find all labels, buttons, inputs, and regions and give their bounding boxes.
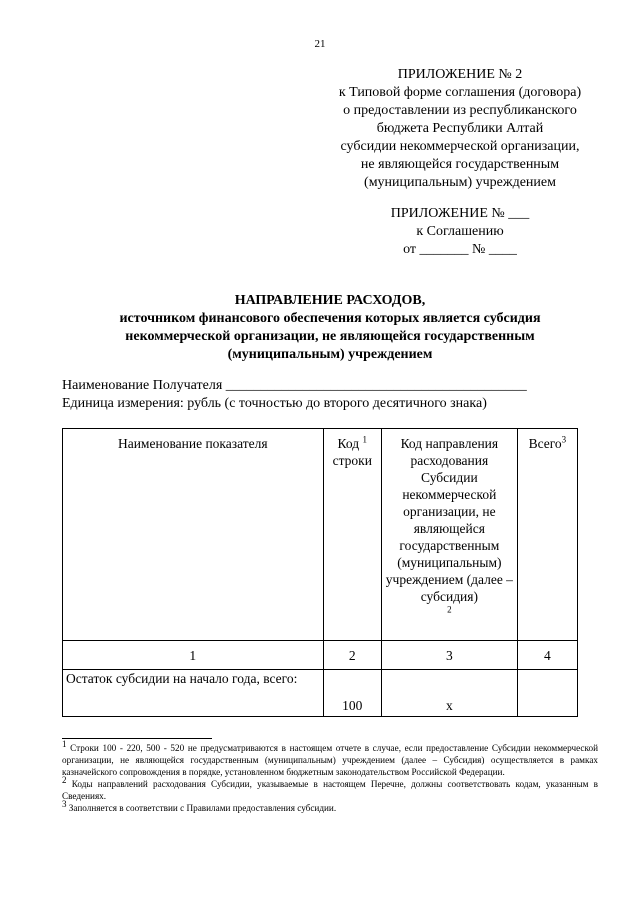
- title-line: некоммерческой организации, не являющейся государственным: [125, 329, 535, 344]
- appendix-line: о предоставлении из республиканского: [343, 103, 577, 118]
- footnote-ref-3: 3: [561, 434, 567, 445]
- expenses-table: [62, 428, 578, 717]
- appendix-line: не являющейся государственным: [360, 157, 560, 172]
- row-direction-code: x: [381, 670, 517, 717]
- appendix-header: [300, 66, 620, 192]
- footnotes: [62, 738, 598, 814]
- title-line: (муниципальным) учреждением: [227, 347, 433, 362]
- title-line: НАПРАВЛЕНИЕ РАСХОДОВ,: [234, 293, 426, 308]
- footnote-text: Заполняется в соответствии с Правилами предоставления субсидии.: [66, 803, 337, 813]
- header-direction-code-text: Код направления расходования Субсидии некоммерческой организации, не являющейся государственным (муниципальным) учреждением (далее – субсидия): [385, 436, 513, 604]
- agreement-line: от _______ № ____: [403, 242, 517, 257]
- column-number-row: [63, 641, 578, 670]
- footnote-text: Строки 100 - 220, 500 - 520 не предусматриваются в настоящем отчете в случае, если предоставление Субсидии некоммерческой организации, не являющейся государственным (муниципальным) учреждением (далее – Субсидия) осуществляется в рамках казначейского сопровождения в порядке, установленном бюджетным законодательством Российской Федерации.: [62, 743, 598, 777]
- footnote-ref-2: 2: [447, 604, 452, 615]
- row-indicator: Остаток субсидии на начало года, всего:: [63, 670, 324, 717]
- header-direction-code: [381, 429, 517, 641]
- agreement-reference: [360, 205, 560, 259]
- agreement-line: к Соглашению: [416, 224, 504, 239]
- header-total: [517, 429, 577, 641]
- header-total-text: Всего: [528, 436, 562, 451]
- footnote-separator: [62, 738, 212, 739]
- appendix-line: бюджета Республики Алтай: [376, 121, 544, 136]
- footnote-mark: 2: [62, 774, 67, 785]
- appendix-line: (муниципальным) учреждением: [364, 175, 556, 190]
- table-header-row: [63, 429, 578, 641]
- footnote-mark: 1: [62, 738, 67, 749]
- table-row: [63, 670, 578, 717]
- unit-line: Единица измерения: рубль (с точностью до второго десятичного знака): [62, 396, 487, 411]
- row-line-code: 100: [323, 670, 381, 717]
- document-title: [60, 292, 600, 364]
- title-line: источником финансового обеспечения которых является субсидия: [119, 311, 541, 326]
- agreement-line: ПРИЛОЖЕНИЕ № ___: [390, 206, 530, 221]
- footnote-mark: 3: [62, 798, 67, 809]
- column-number: 2: [323, 641, 381, 670]
- footnote-text: Коды направлений расходования Субсидии, указываемые в настоящем Перечне, должны соответствовать кодам, указанным в Сведениях.: [62, 779, 598, 801]
- column-number: 3: [381, 641, 517, 670]
- appendix-line: к Типовой форме соглашения (договора): [338, 85, 582, 100]
- footnote: [62, 798, 598, 814]
- header-line-code-text: Код: [337, 436, 360, 451]
- footnote-ref-1: 1: [362, 434, 367, 445]
- column-number: 4: [517, 641, 577, 670]
- header-line-code: [323, 429, 381, 641]
- header-indicator: [63, 429, 324, 641]
- footnote: [62, 774, 598, 802]
- header-indicator-text: Наименование показателя: [117, 436, 268, 451]
- appendix-line: ПРИЛОЖЕНИЕ № 2: [397, 67, 523, 82]
- row-total: [517, 670, 577, 717]
- recipient-line: Наименование Получателя ___________________________________________: [62, 378, 527, 393]
- header-line-code-text-2: строки: [332, 453, 372, 468]
- footnote: [62, 738, 598, 778]
- column-number: 1: [63, 641, 324, 670]
- appendix-line: субсидии некоммерческой организации,: [340, 139, 580, 154]
- page-number: 21: [314, 38, 326, 50]
